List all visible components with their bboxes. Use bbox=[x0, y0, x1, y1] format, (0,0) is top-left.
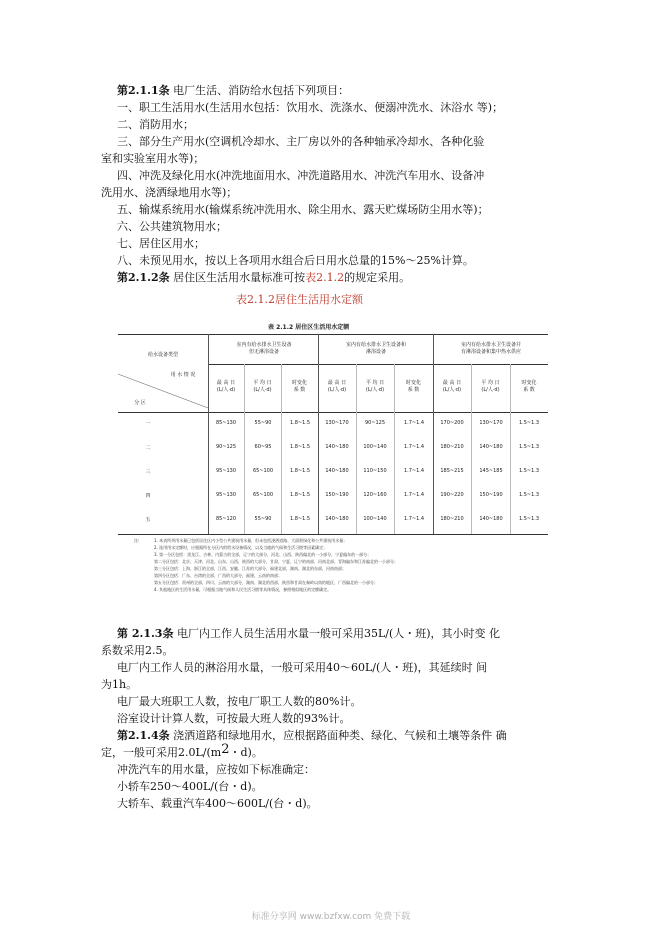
clause-label: 第2.1.4条 bbox=[117, 729, 170, 742]
group-header: 室内有给水排水卫生设备和 淋浴设备 bbox=[345, 342, 406, 355]
list-item: 二、消防用水； bbox=[117, 118, 194, 131]
table-cell: 1.7~1.4 bbox=[403, 468, 425, 474]
paragraph: 冲洗汽车的用水量，应按如下标准确定： bbox=[117, 763, 315, 776]
table-cell: 150~190 bbox=[325, 492, 349, 498]
diag-top-label: 用 水 情 况 bbox=[170, 372, 196, 378]
list-item: 五、输煤系统用水(输煤系统冲洗用水、除尘用水、露天贮煤场防尘用水等)； bbox=[117, 203, 489, 216]
table-cell: 90~125 bbox=[215, 444, 237, 450]
list-item: 六、公共建筑物用水； bbox=[117, 220, 227, 233]
group-header: 室内有给水排水卫生设备并 有淋浴设备和集中热水供应 bbox=[460, 342, 521, 355]
note-line: 3. 第一分区包括：黑龙江、吉林、内蒙古的全部，辽宁的大部分，河北、山西、陕西偏北的一小部分，宁夏偏东的一部分； bbox=[154, 552, 372, 557]
table-cell: 120~160 bbox=[363, 492, 387, 498]
table-cell: 1.8~1.5 bbox=[289, 492, 311, 498]
table-link[interactable]: 表2.1.2 bbox=[305, 271, 345, 284]
list-item: 三、部分生产用水(空调机冷却水、主厂房以外的各种轴承冷却水、各种化验 bbox=[117, 135, 485, 148]
superscript: 2 bbox=[221, 742, 230, 757]
clause-text-end: 的规定采用。 bbox=[344, 271, 411, 284]
group-header: 室内有给水排水卫生设备 但无淋浴设备 bbox=[236, 342, 292, 355]
paragraph: 浴室设计计算人数，可按最大班人数的93%计。 bbox=[117, 712, 351, 725]
diag-left-label: 分 区 bbox=[134, 400, 146, 406]
clause-text: 浇洒道路和绿地用水，应根据路面种类、绿化、气候和土壤等条件 确 bbox=[173, 729, 507, 742]
rule-group bbox=[208, 364, 548, 365]
zone-label: 一 bbox=[145, 421, 151, 427]
list-item: 四、冲洗及绿化用水(冲洗地面用水、冲洗道路用水、冲洗汽车用水、设备冲 bbox=[117, 169, 485, 182]
sub-header: 时变化 系 数 bbox=[291, 380, 307, 393]
table-cell: 60~95 bbox=[254, 444, 272, 450]
clause-text-cont: 系数采用2.5。 bbox=[101, 644, 174, 657]
clause-text-cont bbox=[101, 742, 263, 760]
table-cell: 90~125 bbox=[364, 420, 386, 426]
rule-bottom bbox=[118, 534, 548, 535]
table-cell: 55~90 bbox=[254, 516, 272, 522]
clause-2-1-4 bbox=[117, 729, 507, 743]
sub-header: 平 均 日 (L/人·d) bbox=[365, 380, 385, 393]
footer-watermark: 标准分享网 www.bzfxw.com 免费下载 bbox=[251, 912, 411, 922]
table-cell: 180~210 bbox=[440, 444, 464, 450]
clause-label: 第 2.1.3条 bbox=[117, 627, 174, 640]
table-cell: 140~180 bbox=[325, 444, 349, 450]
formula-text: 定，一般可采用2.0L/(m bbox=[101, 746, 222, 759]
formula-text-end: ・d)。 bbox=[229, 746, 263, 759]
table-cell: 1.8~1.5 bbox=[289, 420, 311, 426]
zone-label: 三 bbox=[145, 469, 151, 475]
rule-top bbox=[118, 334, 548, 335]
list-item: 洗用水、浇洒绿地用水等)； bbox=[101, 186, 238, 199]
table-cell: 1.7~1.4 bbox=[403, 444, 425, 450]
note-line: 4. 其他地区的生活用水量，可根据当地气候和人民生活习惯等具体情况，参照相似地区的定额确定。 bbox=[154, 587, 332, 592]
table-cell: 1.7~1.4 bbox=[403, 420, 425, 426]
table-cell: 55~90 bbox=[254, 420, 272, 426]
list-item: 七、居住区用水； bbox=[117, 237, 205, 250]
table-cell: 1.5~1.3 bbox=[518, 516, 540, 522]
paragraph: 电厂内工作人员的淋浴用水量，一般可采用40～60L/(人・班)，其延续时 间 bbox=[117, 661, 488, 674]
rule-v bbox=[208, 334, 209, 534]
clause-text: 电厂生活、消防给水包括下列项目： bbox=[173, 84, 350, 97]
table-cell: 65~100 bbox=[252, 468, 274, 474]
table-cell: 140~180 bbox=[325, 468, 349, 474]
scanned-table bbox=[118, 320, 548, 592]
table-cell: 1.8~1.5 bbox=[289, 444, 311, 450]
table-cell: 150~190 bbox=[479, 492, 503, 498]
table-cell: 140~180 bbox=[479, 444, 503, 450]
note-line: 第四分区包括：广东、台湾的全部，广西的大部分，福建、云南的南部； bbox=[154, 573, 282, 578]
clause-text: 电厂内工作人员生活用水量一般可采用35L/(人・班)，其小时变 化 bbox=[176, 627, 501, 640]
sub-header: 平 均 日 (L/人·d) bbox=[253, 380, 272, 393]
table-cell: 130~170 bbox=[325, 420, 349, 426]
table-cell: 170~200 bbox=[440, 420, 464, 426]
col-group-label: 给水设备类型 bbox=[147, 352, 178, 358]
scan-table-title: 表 2.1.2 居住区生活用水定额 bbox=[268, 324, 350, 331]
paragraph: 电厂最大班职工人数，按电厂职工人数的80%计。 bbox=[117, 695, 362, 708]
table-cell: 190~220 bbox=[440, 492, 464, 498]
note-line: 2. 选用用水定额时，应根据所在分区内的给水设备情况，以及当地的气候和生活习惯等因素确定； bbox=[154, 545, 328, 550]
table-cell: 95~130 bbox=[215, 468, 237, 474]
clause-text: 居住区生活用水量标准可按 bbox=[173, 271, 306, 284]
clause-label: 第2.1.2条 bbox=[117, 271, 170, 284]
table-cell: 100~140 bbox=[363, 444, 387, 450]
table-cell: 65~100 bbox=[252, 492, 274, 498]
table-cell: 1.5~1.3 bbox=[518, 420, 540, 426]
table-cell: 95~130 bbox=[215, 492, 237, 498]
clause-label: 第2.1.1条 bbox=[117, 84, 170, 97]
table-cell: 1.8~1.5 bbox=[289, 468, 311, 474]
note-line: 1. 本表所列用水量已包括居住区内小型公共建筑用水量，但未包括浇洒道路、大面积绿化和公共建筑用水量； bbox=[154, 538, 348, 543]
paragraph: 大轿车、载重汽车400～600L/(台・d)。 bbox=[117, 797, 318, 810]
rule-v bbox=[318, 334, 319, 534]
paragraph-cont: 为1h。 bbox=[101, 678, 138, 691]
table-cell: 1.7~1.4 bbox=[403, 492, 425, 498]
table-cell: 145~185 bbox=[479, 468, 503, 474]
table-cell: 1.8~1.5 bbox=[289, 516, 311, 522]
table-cell: 1.5~1.3 bbox=[518, 444, 540, 450]
rule-v bbox=[433, 334, 434, 534]
table-cell: 85~130 bbox=[215, 420, 237, 426]
clause-2-1-2 bbox=[117, 271, 410, 285]
table-cell: 180~210 bbox=[440, 516, 464, 522]
table-cell: 85~120 bbox=[215, 516, 237, 522]
table-caption: 表2.1.2居住生活用水定额 bbox=[236, 293, 363, 306]
rule-header bbox=[118, 412, 548, 413]
zone-label: 二 bbox=[145, 445, 151, 451]
table-cell: 110~150 bbox=[363, 468, 387, 474]
sub-header: 平 均 日 (L/人·d) bbox=[481, 380, 500, 393]
note-line: 第二分区包括：北京、天津、河北、山东、山西、陕西的大部分，甘肃、宁夏、辽宁的南部，河南北部，青海偏东和江苏偏北的一小部分； bbox=[154, 559, 398, 564]
list-item: 一、职工生活用水(生活用水包括：饮用水、洗涤水、便溺冲洗水、沐浴水 等)； bbox=[117, 101, 504, 114]
note-line: 第五分区包括：贵州的全部，四川、云南的大部分，湖南、湖北的西部，陕西和甘肃在秦岭以南的地区，广西偏北的一小部分； bbox=[154, 580, 378, 585]
sub-header: 时变化 系 数 bbox=[405, 380, 421, 393]
sub-header: 最 高 日 (L/人·d) bbox=[442, 380, 462, 393]
zone-label: 五 bbox=[145, 517, 151, 523]
sub-header: 时变化 系 数 bbox=[521, 380, 537, 393]
table-cell: 1.5~1.3 bbox=[518, 468, 540, 474]
table-cell: 140~180 bbox=[325, 516, 349, 522]
sub-header: 最 高 日 (L/人·d) bbox=[216, 380, 236, 393]
paragraph: 小轿车250～400L/(台・d)。 bbox=[117, 780, 263, 793]
table-cell: 140~180 bbox=[479, 516, 503, 522]
clause-2-1-3 bbox=[117, 627, 500, 641]
sub-header: 最 高 日 (L/人·d) bbox=[327, 380, 347, 393]
clause-2-1-1 bbox=[117, 84, 349, 98]
note-line: 第三分区包括：上海、浙江的全部，江西、安徽、江苏的大部分，福建北部，湖南、湖北的东部，河南南部； bbox=[154, 566, 346, 571]
table-cell: 130~170 bbox=[479, 420, 503, 426]
list-item: 八、未预见用水，按以上各项用水组合后日用水总量的15%～25%计算。 bbox=[117, 254, 474, 267]
list-item: 室和实验室用水等)； bbox=[101, 152, 205, 165]
zone-label: 四 bbox=[145, 493, 151, 499]
note-label: 注: bbox=[134, 538, 140, 543]
table-cell: 100~140 bbox=[363, 516, 387, 522]
table-cell: 1.7~1.4 bbox=[403, 516, 425, 522]
table-cell: 185~215 bbox=[440, 468, 464, 474]
table-cell: 1.5~1.3 bbox=[518, 492, 540, 498]
